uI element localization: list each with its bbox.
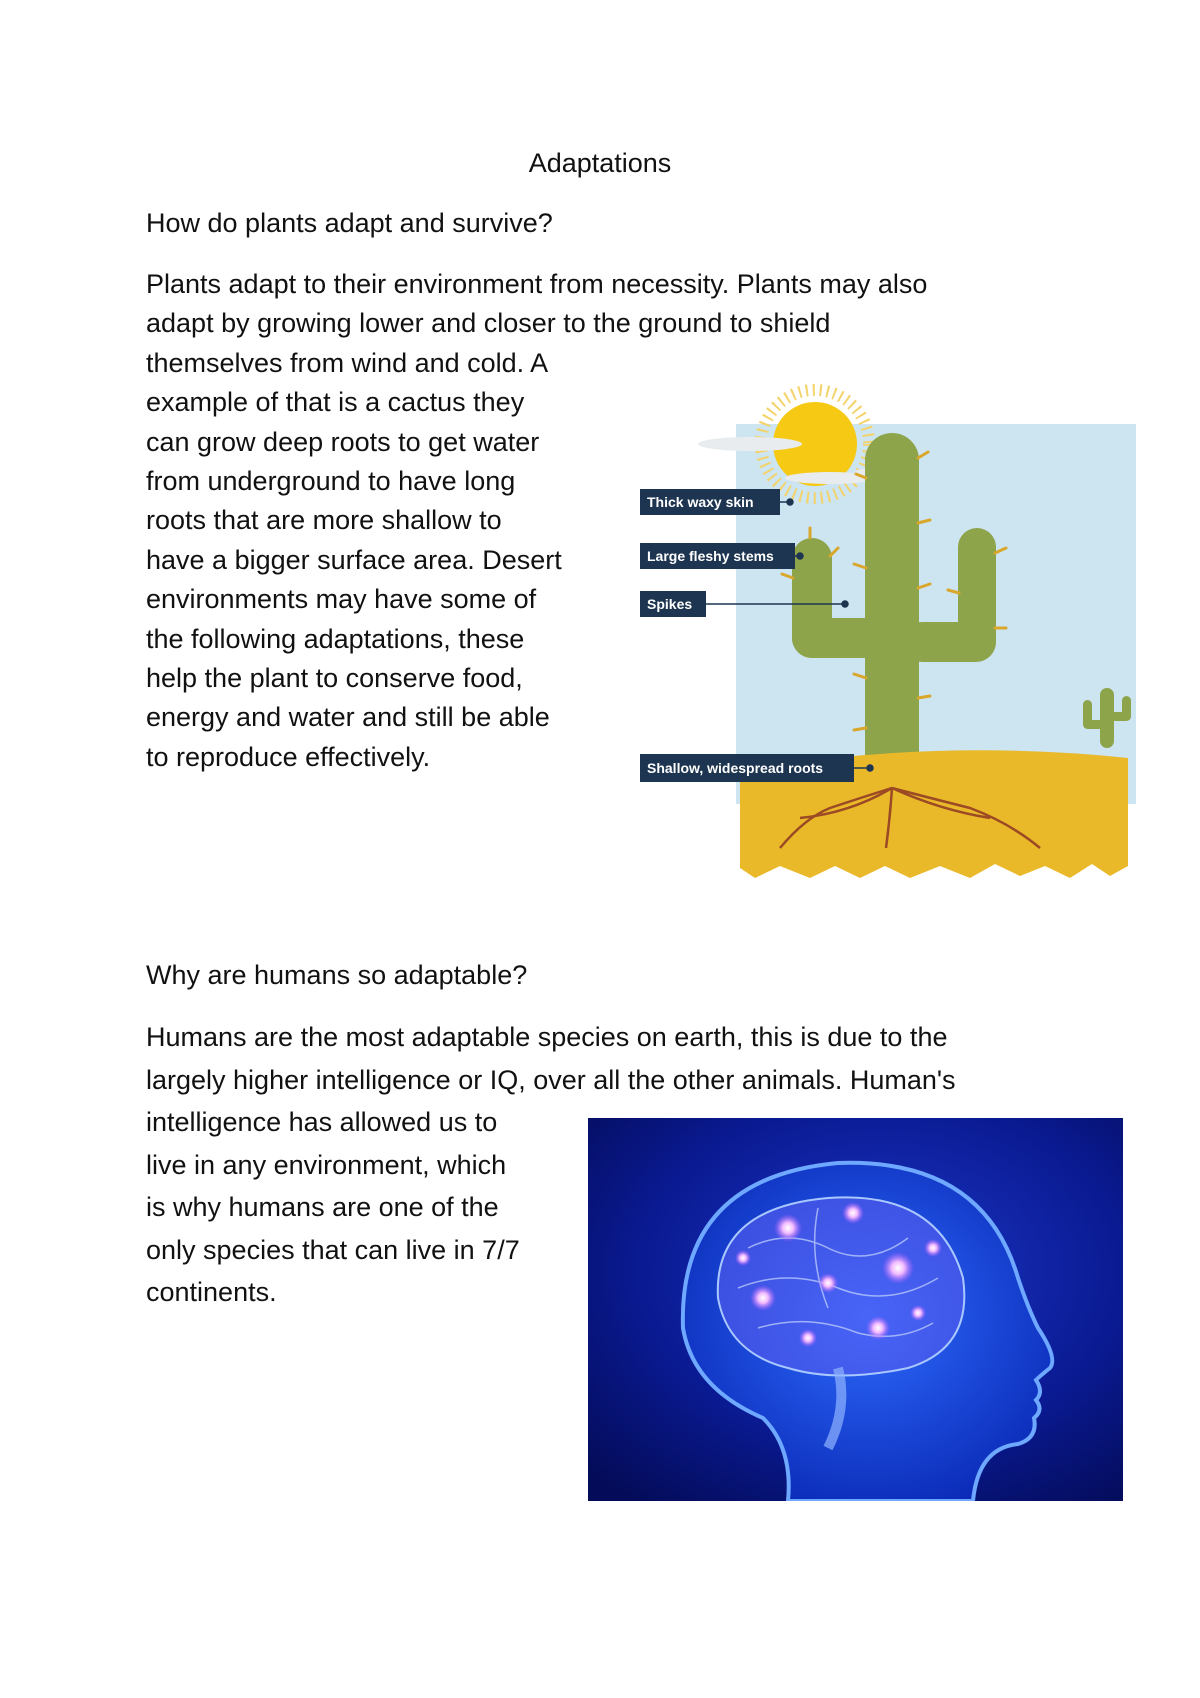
text-line: environments may have some of xyxy=(146,584,537,615)
text-line: energy and water and still be able xyxy=(146,702,550,733)
cactus-adaptations-illustration xyxy=(640,378,1200,932)
text-line: example of that is a cactus they xyxy=(146,387,525,418)
text-line: live in any environment, which xyxy=(146,1149,507,1180)
text-line: can grow deep roots to get water xyxy=(146,426,540,457)
text-line: Plants adapt to their environment from necessity. Plants may also xyxy=(146,269,928,299)
glowing-brain-illustration xyxy=(588,1118,1123,1501)
callout-thick-waxy-skin xyxy=(640,489,780,515)
callout-large-fleshy-stems xyxy=(640,543,795,569)
text-line: largely higher intelligence or IQ, over all the other animals. Human's xyxy=(146,1064,956,1095)
label-shallow-widespread-roots: Shallow, widespread roots xyxy=(647,760,824,776)
callout-shallow-roots xyxy=(640,754,854,782)
label-spikes: Spikes xyxy=(647,596,693,612)
label-large-fleshy-stems: Large fleshy stems xyxy=(647,548,774,564)
document-title: Adaptations xyxy=(528,148,672,178)
text-line: help the plant to conserve food, xyxy=(146,663,523,694)
section-heading-plants: How do plants adapt and survive? xyxy=(146,208,553,238)
text-line: from underground to have long xyxy=(146,466,516,497)
callout-spikes xyxy=(640,591,706,617)
text-line: themselves from wind and cold. A xyxy=(146,347,549,378)
section-heading-humans: Why are humans so adaptable? xyxy=(146,960,528,990)
text-line: continents. xyxy=(146,1277,277,1307)
label-thick-waxy-skin: Thick waxy skin xyxy=(647,494,754,510)
text-line: intelligence has allowed us to xyxy=(146,1107,498,1137)
text-line: have a bigger surface area. Desert xyxy=(146,544,562,575)
text-line: only species that can live in 7/7 xyxy=(146,1234,520,1265)
text-line: roots that are more shallow to xyxy=(146,505,502,536)
brain-shape xyxy=(718,1197,965,1375)
text-line: Humans are the most adaptable species on earth, this is due to the xyxy=(146,1022,948,1052)
text-line: the following adaptations, these xyxy=(146,623,525,654)
text-line: adapt by growing lower and closer to the ground to shield xyxy=(146,308,831,339)
text-line: is why humans are one of the xyxy=(146,1192,499,1222)
text-line: to reproduce effectively. xyxy=(146,741,431,772)
